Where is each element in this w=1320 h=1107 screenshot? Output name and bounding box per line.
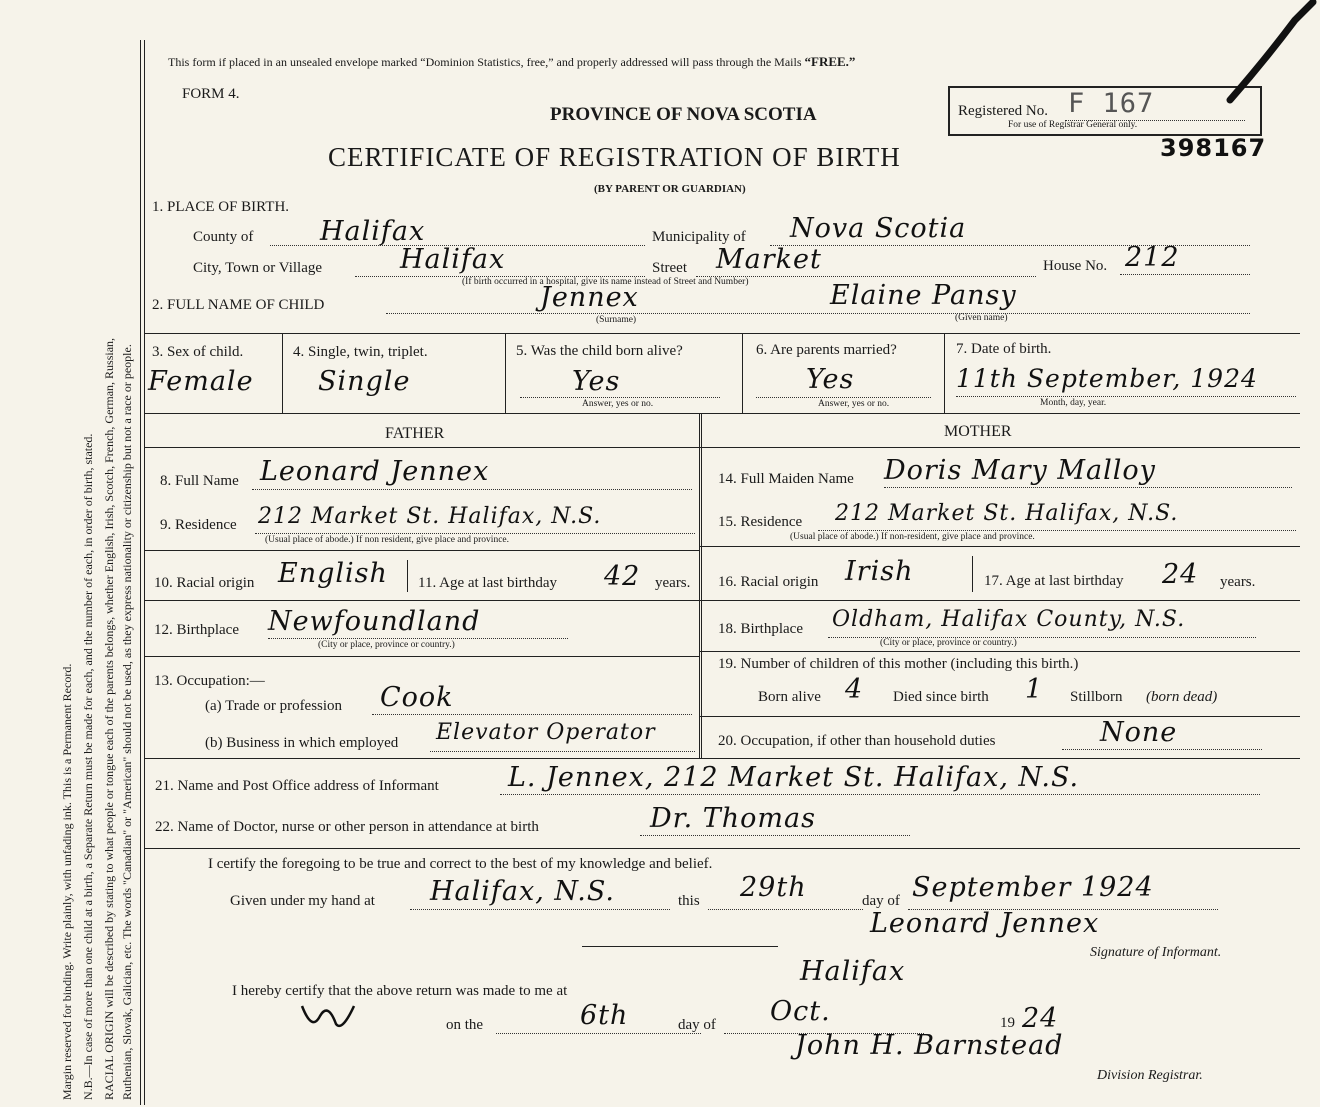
sex-label: 3. Sex of child. — [152, 344, 244, 360]
mother-occupation-label: 20. Occupation, if other than household duties — [718, 733, 996, 749]
father-age-value: 42 — [604, 561, 641, 592]
given-day-of-label: day of — [862, 893, 900, 909]
born-alive-value: Yes — [572, 366, 621, 397]
mother-residence-caption: (Usual place of abode.) If non-resident, give place and province. — [790, 532, 1035, 542]
parents-married-value: Yes — [806, 364, 855, 395]
father-occupation-label: 13. Occupation:— — [154, 673, 265, 689]
mother-birthplace-caption: (City or place, province or country.) — [880, 638, 1017, 648]
father-residence-label: 9. Residence — [160, 517, 237, 533]
sex-value: Female — [148, 366, 254, 397]
ink-mark — [1225, 0, 1320, 105]
mother-age-value: 24 — [1162, 559, 1199, 590]
registrar-signature: John H. Barnstead — [795, 1030, 1064, 1061]
born-alive-count-value: 4 — [845, 674, 864, 705]
place-of-birth-heading: 1. PLACE OF BIRTH. — [152, 199, 290, 215]
given-day-value: 29th — [740, 872, 807, 903]
given-month-year-value: September 1924 — [912, 872, 1154, 903]
date-of-birth-caption: Month, day, year. — [1040, 398, 1107, 408]
margin-border — [140, 40, 141, 1105]
plurality-label: 4. Single, twin, triplet. — [293, 344, 428, 360]
date-of-birth-label: 7. Date of birth. — [956, 341, 1052, 357]
father-age-label: 11. Age at last birthday — [418, 575, 557, 591]
municipality-value: Nova Scotia — [790, 213, 967, 244]
form-number: FORM 4. — [182, 86, 240, 102]
father-trade-label: (a) Trade or profession — [205, 698, 343, 714]
stillborn-label: Stillborn — [1070, 689, 1123, 705]
certificate-subtitle: (BY PARENT OR GUARDIAN) — [594, 183, 746, 195]
child-surname-value: Jennex — [540, 282, 639, 313]
mother-occupation-value: None — [1100, 717, 1178, 748]
father-name-value: Leonard Jennex — [260, 456, 490, 487]
mother-heading: MOTHER — [944, 423, 1012, 440]
plurality-value: Single — [318, 366, 411, 397]
mother-birthplace-value: Oldham, Halifax County, N.S. — [832, 607, 1186, 632]
mother-racial-label: 16. Racial origin — [718, 574, 819, 590]
mother-residence-label: 15. Residence — [718, 514, 803, 530]
mother-name-value: Doris Mary Malloy — [884, 455, 1156, 486]
informant-label: 21. Name and Post Office address of Informant — [155, 778, 439, 794]
doctor-label: 22. Name of Doctor, nurse or other person in attendance at birth — [155, 819, 539, 835]
return-day-value: 6th — [580, 1000, 629, 1031]
given-this-label: this — [678, 893, 700, 909]
father-racial-label: 10. Racial origin — [154, 575, 255, 591]
father-name-label: 8. Full Name — [160, 473, 239, 489]
county-value: Halifax — [320, 216, 426, 247]
registrar-general-note: For use of Registrar General only. — [1008, 120, 1138, 130]
father-residence-caption: (Usual place of abode.) If non resident, give place and province. — [265, 535, 509, 545]
father-birthplace-value: Newfoundland — [268, 606, 481, 637]
given-under-hand-label: Given under my hand at — [230, 893, 375, 909]
hospital-note: (If birth occurred in a hospital, give its name instead of Street and Number) — [462, 277, 749, 287]
margin-border-inner — [144, 40, 145, 1105]
mother-birthplace-label: 18. Birthplace — [718, 621, 803, 637]
city-label: City, Town or Village — [193, 260, 323, 276]
born-alive-count-label: Born alive — [758, 689, 821, 705]
registered-number-label: Registered No. — [958, 103, 1048, 119]
stillborn-caption: (born dead) — [1146, 689, 1218, 705]
house-number-value: 212 — [1125, 242, 1180, 273]
given-place-value: Halifax, N.S. — [430, 876, 615, 907]
died-since-birth-label: Died since birth — [893, 689, 989, 705]
return-statement: I hereby certify that the above return was made to me at — [232, 983, 568, 999]
return-day-of-label: day of — [678, 1017, 716, 1033]
born-alive-label: 5. Was the child born alive? — [516, 343, 683, 359]
margin-note-racial-origin: RACIAL ORIGIN will be described by stating to what people or tongue each of the parents belongs, whether English, Irish, Scotch, French, German, Russian, — [102, 337, 116, 1100]
signature-of-informant-caption: Signature of Informant. — [1090, 945, 1222, 960]
born-alive-caption: Answer, yes or no. — [582, 399, 654, 409]
county-label: County of — [193, 229, 254, 245]
margin-note-racial-origin-cont: Ruthenian, Slovak, Galician, etc. The words "Canadian" or "American" should not be used, as they express nationality or citizenship but not a race or people. — [120, 344, 134, 1100]
child-given-value: Elaine Pansy — [830, 280, 1017, 311]
city-value: Halifax — [400, 244, 506, 275]
division-registrar-caption: Division Registrar. — [1097, 1068, 1203, 1083]
father-business-value: Elevator Operator — [436, 720, 656, 745]
postal-notice: This form if placed in an unsealed envelope marked “Dominion Statistics, free,” and properly addressed will pass through the Mails “FREE.” — [168, 54, 856, 69]
mother-years-label: years. — [1220, 574, 1256, 590]
father-years-label: years. — [655, 575, 691, 591]
given-name-caption: (Given name) — [955, 313, 1008, 323]
return-on-the-label: on the — [446, 1017, 484, 1033]
informant-value: L. Jennex, 212 Market St. Halifax, N.S. — [508, 762, 1080, 793]
mother-age-label: 17. Age at last birthday — [984, 573, 1124, 589]
return-month-value: Oct. — [770, 996, 831, 1027]
return-year-value: 24 — [1022, 1003, 1059, 1034]
father-birthplace-label: 12. Birthplace — [154, 622, 239, 638]
margin-note-binding: Margin reserved for binding. Write plainly, with unfading ink. This is a Permanent Record. — [60, 663, 74, 1100]
certificate-title: CERTIFICATE OF REGISTRATION OF BIRTH — [328, 142, 901, 172]
father-residence-value: 212 Market St. Halifax, N.S. — [258, 504, 602, 529]
surname-caption: (Surname) — [596, 315, 637, 325]
house-number-label: House No. — [1043, 258, 1108, 274]
father-trade-value: Cook — [380, 682, 454, 713]
father-business-label: (b) Business in which employed — [205, 735, 399, 751]
father-birthplace-caption: (City or place, province or country.) — [318, 640, 455, 650]
died-since-birth-value: 1 — [1025, 674, 1044, 705]
children-count-label: 19. Number of children of this mother (including this birth.) — [718, 656, 1079, 672]
mother-residence-value: 212 Market St. Halifax, N.S. — [835, 501, 1179, 526]
certify-statement: I certify the foregoing to be true and correct to the best of my knowledge and belief. — [208, 856, 713, 872]
registrar-initial-mark — [298, 996, 358, 1036]
return-year-prefix: 19 — [1000, 1015, 1015, 1031]
province-title: PROVINCE OF NOVA SCOTIA — [550, 104, 817, 125]
margin-note-multiple-births: N.B.—In case of more than one child at a birth, a Separate Return must be made for each, and the number of each, in order of birth, stated. — [81, 433, 95, 1100]
child-name-label: 2. FULL NAME OF CHILD — [152, 297, 325, 313]
stamp-number: 398167 — [1160, 134, 1267, 162]
date-of-birth-value: 11th September, 1924 — [956, 364, 1258, 393]
father-racial-value: English — [278, 558, 388, 589]
parents-married-caption: Answer, yes or no. — [818, 399, 890, 409]
registered-number-value: F 167 — [1068, 88, 1155, 119]
mother-racial-value: Irish — [845, 556, 914, 587]
parents-married-label: 6. Are parents married? — [756, 342, 897, 358]
father-heading: FATHER — [385, 425, 445, 442]
mother-name-label: 14. Full Maiden Name — [718, 471, 854, 487]
street-label: Street — [652, 260, 687, 276]
return-place-value: Halifax — [800, 956, 906, 987]
informant-signature: Leonard Jennex — [870, 908, 1100, 939]
municipality-label: Municipality of — [652, 229, 746, 245]
street-value: Market — [716, 244, 822, 275]
doctor-value: Dr. Thomas — [650, 803, 816, 834]
